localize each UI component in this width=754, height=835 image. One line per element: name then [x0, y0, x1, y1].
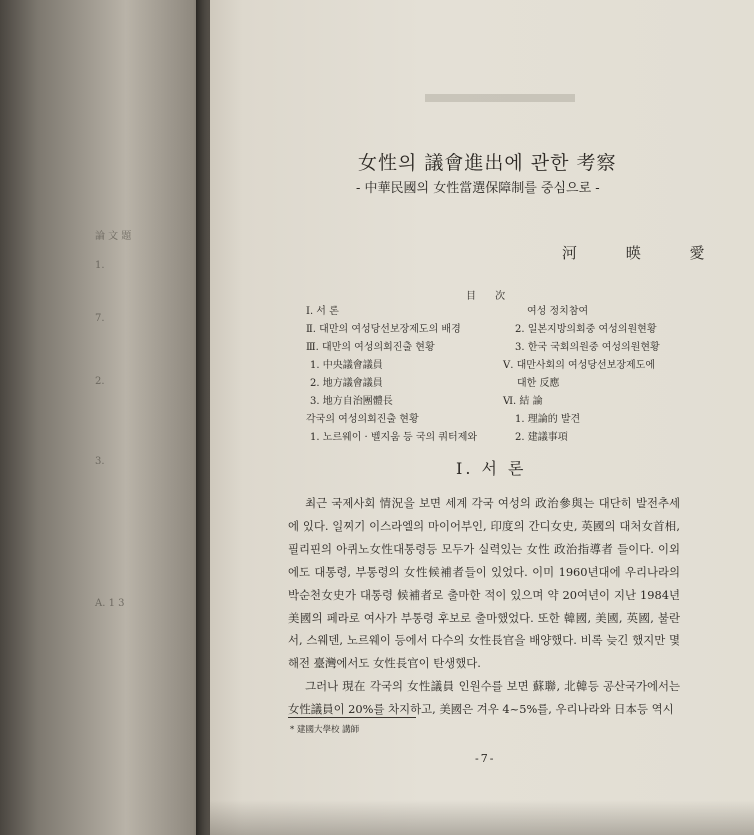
- toc-item: Ⅵ. 結 論: [503, 396, 543, 407]
- paragraph: 최근 국제사회 情況을 보면 세계 각국 여성의 政治參與는 대단히 발전추세에 있다. 일찌기 이스라엘의 마이어부인, 印度의 간디女史, 英國의 대처女首相, 필리핀의 아퀴노女性대통령등 모두가 실력있는 女性 政治指導者 들이다. 이외에도 대통령, 부통령의 女性候補者들이 있었다. 이미 1960년대에 우리나라의 박순천女史가 대통령 候補者로 출마한 적이 있으며 약 20여년이 지난 1984년 美國의 페라로 여사가 부통령 후보로 출마했었다. 또한 韓國, 美國, 英國, 불란서, 스웨덴, 노르웨이 등에서 다수의 女性長官을 배양했다. 비록 늦긴 했지만 몇해전 臺灣에서도 女性長官이 탄생했다.: [288, 496, 680, 671]
- toc-item: Ⅱ. 대만의 여성당선보장제도의 배경: [306, 324, 461, 335]
- footnote: * 建國大學校 講師: [290, 725, 360, 735]
- toc-item: Ⅰ. 서 론: [306, 306, 339, 317]
- facing-page-fragment: 7.: [95, 313, 105, 324]
- toc-item: 1. 理論的 발견: [515, 414, 581, 425]
- document-subtitle: - 中華民國의 女性當選保障制를 중심으로 -: [356, 181, 600, 196]
- toc-item: Ⅲ. 대만의 여성의회진출 현황: [306, 342, 435, 353]
- body-text: [288, 492, 680, 721]
- author-name: 河 暎 愛: [562, 244, 727, 262]
- toc-item: 1. 노르웨이 · 벨지움 등 국의 쿼터제와: [310, 432, 478, 443]
- document-title: 女性의 議會進出에 관한 考察: [358, 152, 617, 174]
- facing-page: [0, 0, 210, 835]
- footnote-rule: [288, 717, 416, 718]
- facing-page-fragment: 3.: [95, 456, 105, 467]
- toc-item: 각국의 여성의회진출 현황: [306, 414, 419, 425]
- toc-left-column: [306, 303, 477, 447]
- toc-item: Ⅴ. 대만사회의 여성당선보장제도에: [503, 360, 655, 371]
- toc-right-column: [503, 303, 660, 447]
- toc-item: 3. 한국 국회의원중 여성의원현황: [515, 342, 660, 353]
- document-page: [210, 0, 754, 835]
- toc-item: 1. 中央議會議員: [310, 360, 383, 371]
- header-bleed: [425, 94, 575, 102]
- page-number: -7-: [475, 752, 496, 765]
- toc-item: 대한 反應: [517, 378, 560, 389]
- toc-item: 3. 地方自治團體長: [310, 396, 393, 407]
- facing-page-fragment: 1.: [95, 260, 105, 271]
- toc-item: 2. 地方議會議員: [310, 378, 383, 389]
- facing-page-fragment: A. 1 3: [95, 598, 125, 609]
- paragraph: 그러나 現在 각국의 女性議員 인원수를 보면 蘇聯, 北韓등 공산국가에서는 女性議員이 20%를 차지하고, 美國은 겨우 4~5%를, 우리나라와 日本등 역시: [288, 679, 680, 717]
- toc-item: 여성 정치참여: [527, 306, 589, 317]
- toc-heading: 目 次: [466, 291, 514, 302]
- toc-item: 2. 일본지방의회중 여성의원현황: [515, 324, 657, 335]
- facing-page-fragment: 2.: [95, 376, 105, 387]
- toc-item: 2. 建議事項: [515, 432, 568, 443]
- section-heading: Ⅰ. 서 론: [456, 459, 527, 478]
- facing-page-fragment: 論 文 題: [95, 231, 132, 242]
- page-shadow: [210, 800, 754, 835]
